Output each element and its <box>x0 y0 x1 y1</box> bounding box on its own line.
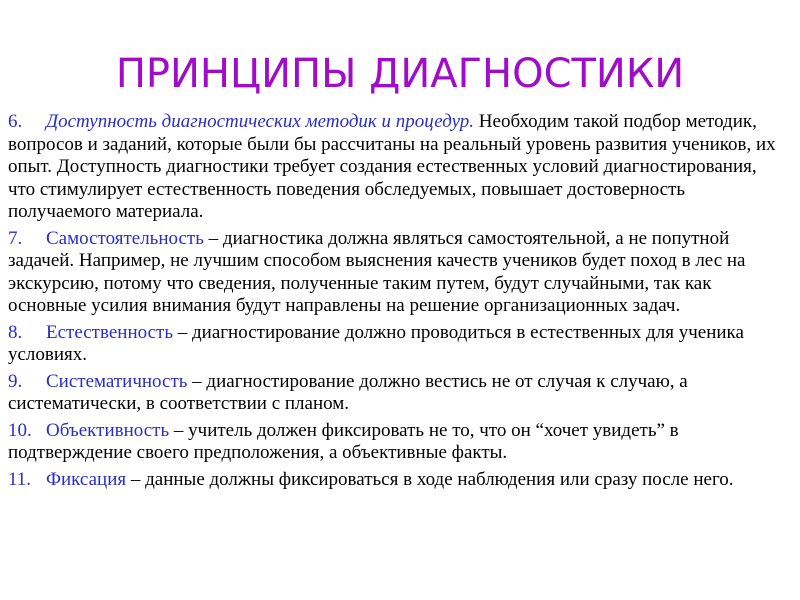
item-text: – диагностирование должно проводиться в естественных для ученика условиях. <box>8 321 744 365</box>
item-number: 11. <box>8 468 32 490</box>
list-item-7 <box>8 228 788 318</box>
item-text: – учитель должен фиксировать не то, что он “хочет увидеть” в подтверждение своего предположения, а объективные факты. <box>8 419 679 463</box>
item-number: 6. <box>8 111 23 132</box>
item-text: – данные должны фиксироваться в ходе наблюдения или сразу после него. <box>126 468 734 490</box>
item-term: Объективность <box>46 419 170 441</box>
slide-title: ПРИНЦИПЫ ДИАГНОСТИКИ <box>115 51 685 97</box>
item-term: Самостоятельность <box>46 227 204 249</box>
item-text: – диагностика должна являться самостоятельной, а не попутной задачей. Например, не лучшим способом выяснения качеств учеников будет поход в лес на экскурсию, потому что сведения, полученные таким путем, будут случайными, так как основные усилия внимания будут направлены на решение организационных задач. <box>8 227 746 316</box>
item-number: 9. <box>8 370 23 392</box>
item-term: Систематичность <box>46 370 188 392</box>
list-item-8 <box>8 322 788 367</box>
list-item-10 <box>8 420 788 465</box>
list-item-6 <box>8 111 788 224</box>
item-term: Доступность диагностических методик и процедур. <box>46 111 475 132</box>
principles-list <box>8 111 788 495</box>
item-number: 8. <box>8 321 23 343</box>
list-item-9 <box>8 371 788 416</box>
list-item-11 <box>8 469 788 492</box>
item-number: 10. <box>8 419 32 441</box>
item-term: Фиксация <box>46 468 127 490</box>
item-text: – диагностирование должно вестись не от случая к случаю, а систематически, в соответствии с планом. <box>8 370 688 414</box>
item-number: 7. <box>8 227 23 249</box>
item-text: Необходим такой подбор методик, вопросов и заданий, которые были бы рассчитаны на реальный уровень развития учеников, их опыт. Доступность диагностики требует создания естественных условий диагностирования, что стимулирует естественность поведения обследуемых, повышает достоверность получаемого материала. <box>8 111 776 222</box>
item-term: Естественность <box>46 321 173 343</box>
